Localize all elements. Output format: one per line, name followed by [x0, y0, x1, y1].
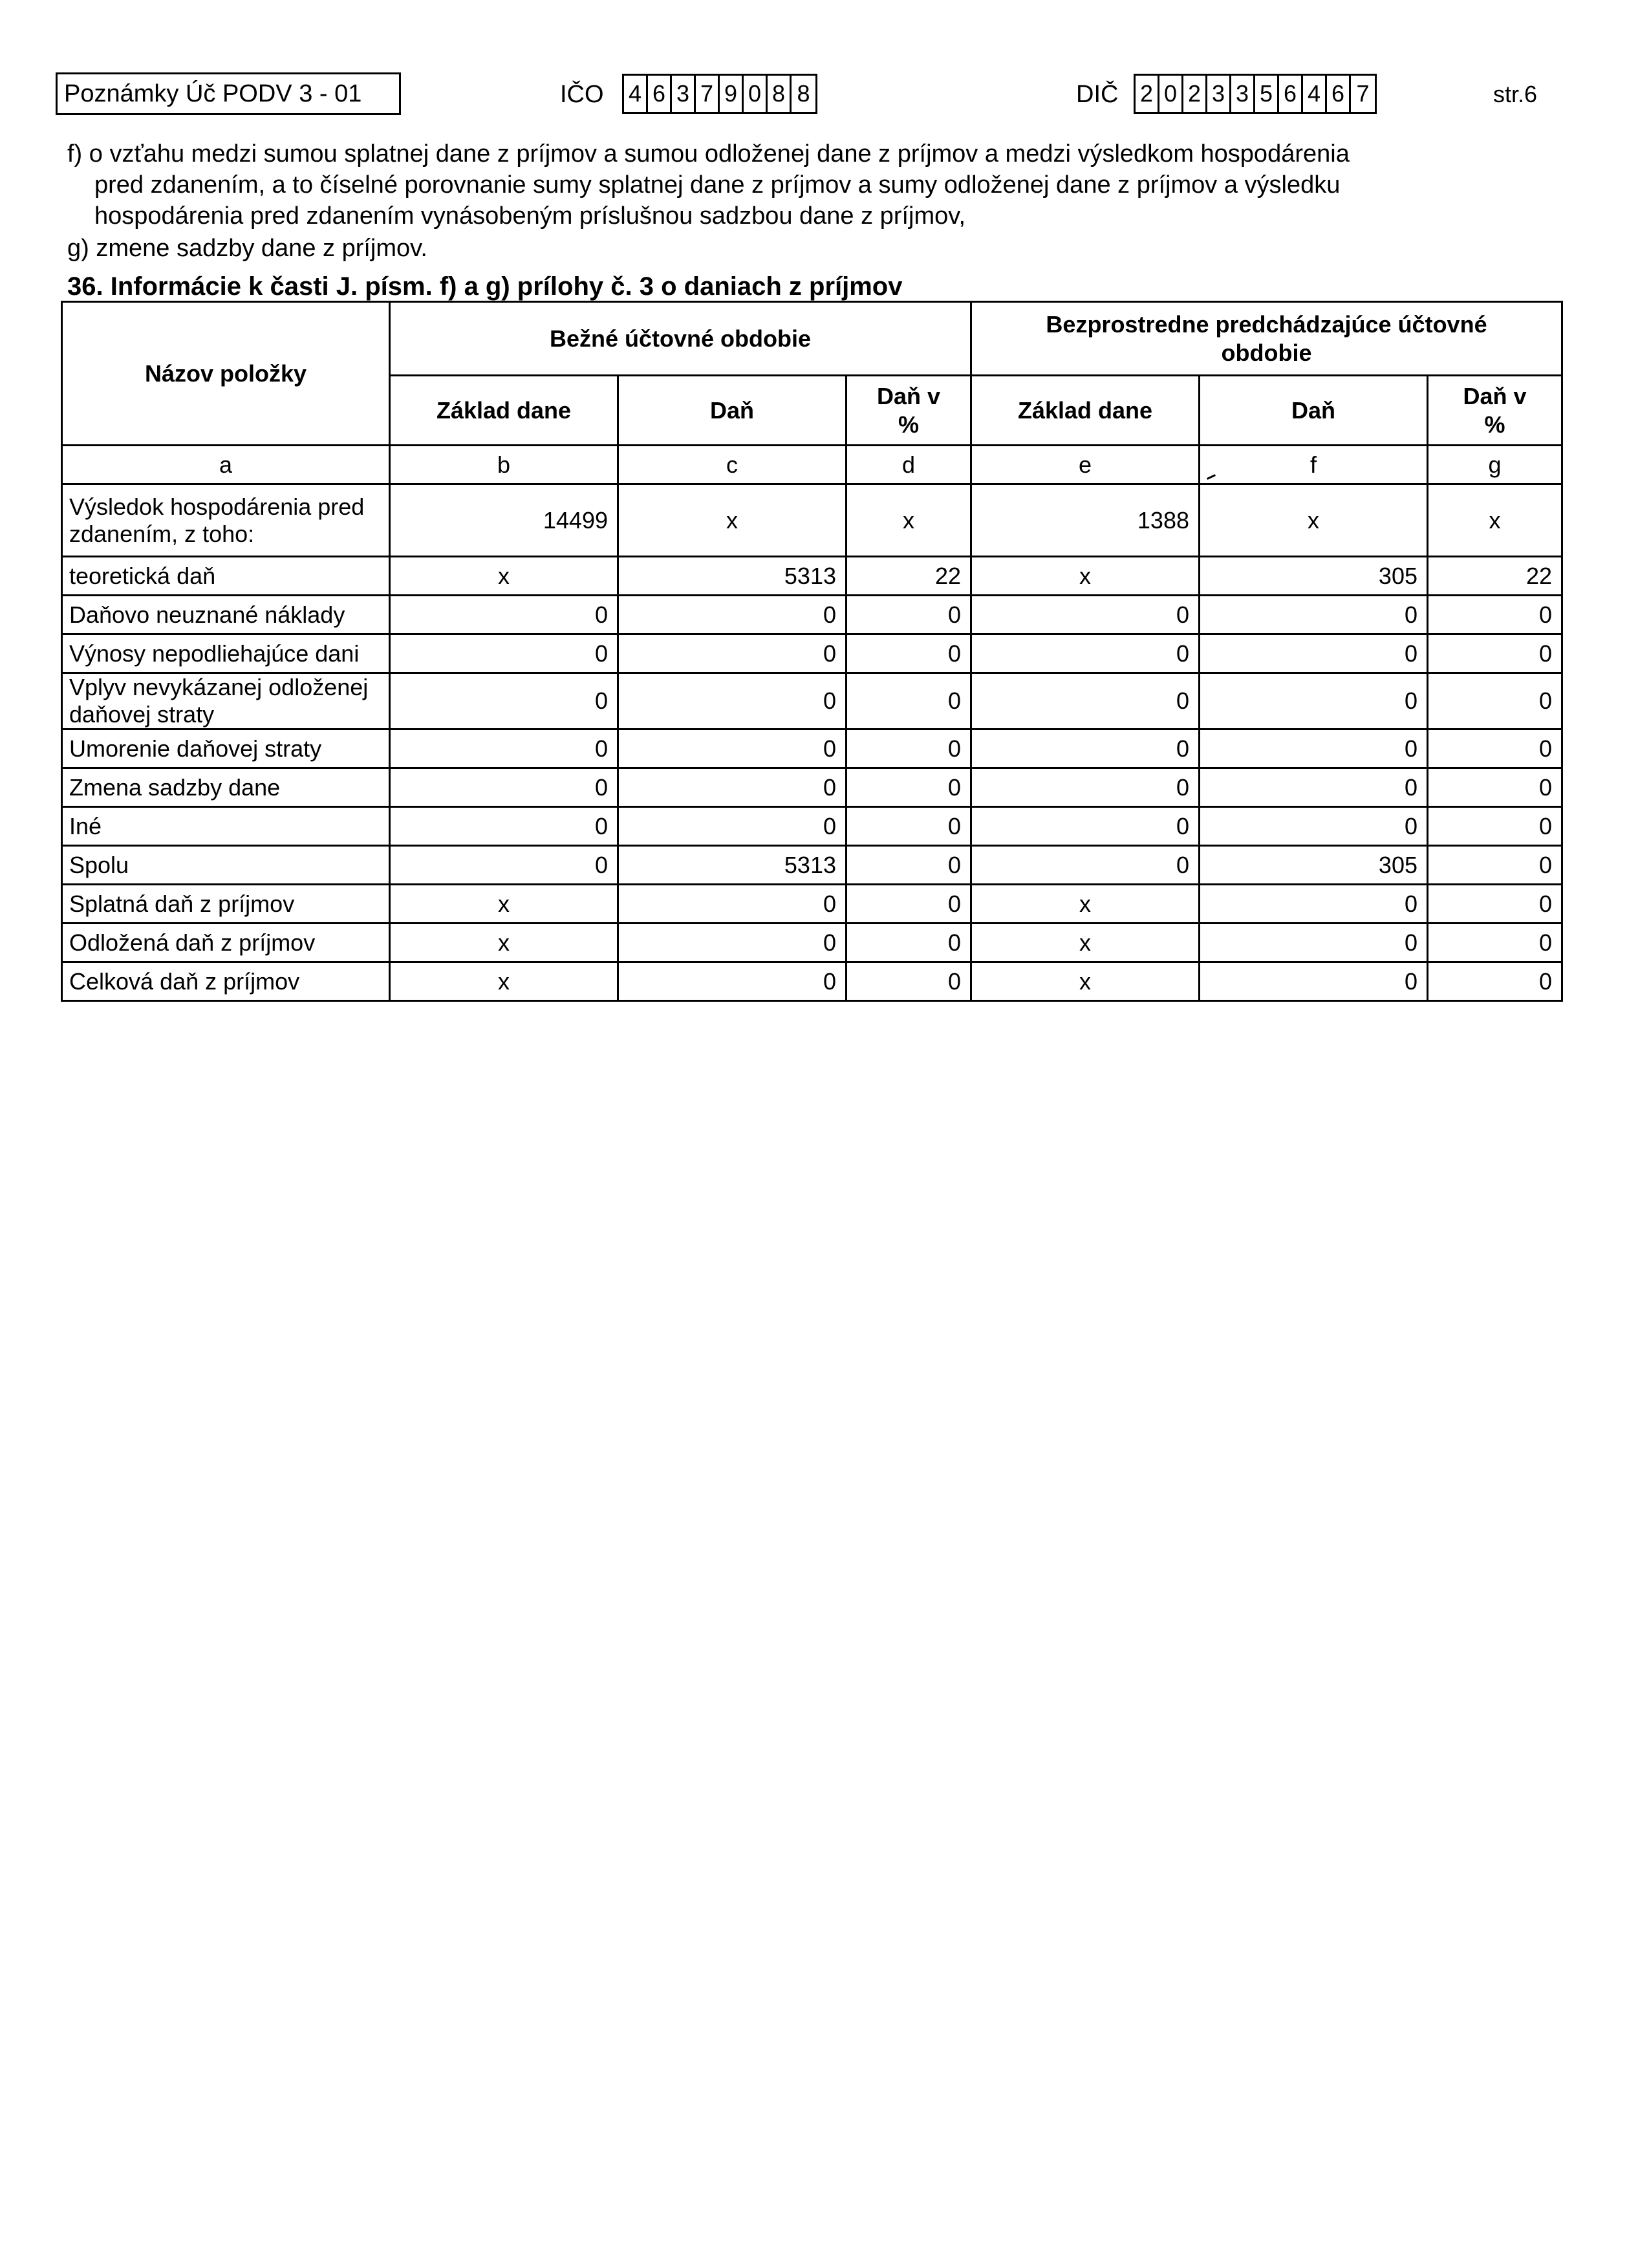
table-row — [62, 596, 1562, 634]
cell-d: 0 — [846, 807, 971, 846]
table-row — [62, 729, 1562, 768]
cell-f: 0 — [1200, 807, 1428, 846]
cell-g: 22 — [1428, 557, 1562, 596]
tax-table — [61, 301, 1563, 1002]
cell-e: 0 — [971, 846, 1200, 885]
cell-c: 0 — [618, 729, 846, 768]
cell-b: 0 — [390, 729, 618, 768]
cell-b: x — [390, 885, 618, 923]
cell-e: x — [971, 962, 1200, 1001]
dic-digit: 2 — [1136, 76, 1159, 112]
cell-f: 0 — [1200, 673, 1428, 729]
row-name: Spolu — [62, 846, 390, 885]
cell-c: 0 — [618, 962, 846, 1001]
dic-digit: 6 — [1279, 76, 1303, 112]
cell-g: 0 — [1428, 596, 1562, 634]
cell-g: 0 — [1428, 768, 1562, 807]
col-name-header: Názov položky — [62, 302, 390, 446]
cell-d: 22 — [846, 557, 971, 596]
ico-digit: 9 — [720, 76, 744, 112]
table-row — [62, 885, 1562, 923]
cell-c: 5313 — [618, 557, 846, 596]
cell-e: 0 — [971, 729, 1200, 768]
cell-f: 0 — [1200, 923, 1428, 962]
cell-e: 0 — [971, 807, 1200, 846]
row-name: Celková daň z príjmov — [62, 962, 390, 1001]
cell-g: 0 — [1428, 885, 1562, 923]
dic-digit: 3 — [1207, 76, 1231, 112]
dic-digit: 6 — [1327, 76, 1351, 112]
ico-digit: 6 — [648, 76, 672, 112]
cell-b: 0 — [390, 634, 618, 673]
sub-tax-header: Daň — [1200, 376, 1428, 446]
cell-e: 0 — [971, 596, 1200, 634]
sub-base-header: Základ dane — [971, 376, 1200, 446]
cell-e: x — [971, 885, 1200, 923]
cell-c: 0 — [618, 768, 846, 807]
row-name: Splatná daň z príjmov — [62, 885, 390, 923]
table-row — [62, 557, 1562, 596]
row-name: Umorenie daňovej straty — [62, 729, 390, 768]
cell-d: 0 — [846, 729, 971, 768]
cell-f: 0 — [1200, 596, 1428, 634]
table-row — [62, 923, 1562, 962]
cell-b: 0 — [390, 846, 618, 885]
ico-digit: 8 — [797, 80, 810, 107]
cell-d: 0 — [846, 634, 971, 673]
cell-g: 0 — [1428, 634, 1562, 673]
cell-e: 0 — [971, 673, 1200, 729]
cell-c: 0 — [618, 596, 846, 634]
ico-digit: 4 — [624, 76, 648, 112]
ico-digit: 8 — [768, 76, 792, 112]
cell-e: x — [971, 557, 1200, 596]
cell-e: 0 — [971, 768, 1200, 807]
dic-digit: 3 — [1231, 76, 1255, 112]
dic-digit: 0 — [1159, 76, 1183, 112]
row-name: Zmena sadzby dane — [62, 768, 390, 807]
cell-b: 14499 — [390, 484, 618, 557]
cell-f: 0 — [1200, 729, 1428, 768]
letter-f: f — [1200, 446, 1428, 484]
cell-f: 0 — [1200, 768, 1428, 807]
cell-b: x — [390, 962, 618, 1001]
cell-g: 0 — [1428, 729, 1562, 768]
cell-b: 0 — [390, 596, 618, 634]
cell-b: x — [390, 923, 618, 962]
cell-c: 0 — [618, 885, 846, 923]
cell-b: 0 — [390, 673, 618, 729]
cell-g: 0 — [1428, 962, 1562, 1001]
cell-f: 305 — [1200, 557, 1428, 596]
letter-d: d — [846, 446, 971, 484]
cell-c: x — [618, 484, 846, 557]
dic-digits — [1134, 74, 1377, 114]
row-name: Výnosy nepodliehajúce dani — [62, 634, 390, 673]
cell-g: 0 — [1428, 673, 1562, 729]
ico-label: IČO — [560, 81, 604, 108]
cell-b: 0 — [390, 807, 618, 846]
paragraph-f-line1: f) o vzťahu medzi sumou splatnej dane z príjmov a sumou odloženej dane z príjmov a medzi výsledkom hospodárenia — [67, 140, 1350, 167]
ico-digit: 7 — [696, 76, 720, 112]
table-row — [62, 962, 1562, 1001]
letter-g: g — [1428, 446, 1562, 484]
cell-g: 0 — [1428, 923, 1562, 962]
table-row — [62, 673, 1562, 729]
cell-c: 0 — [618, 634, 846, 673]
cell-g: x — [1428, 484, 1562, 557]
row-name: Iné — [62, 807, 390, 846]
cell-f: 0 — [1200, 634, 1428, 673]
cell-d: x — [846, 484, 971, 557]
cell-e: x — [971, 923, 1200, 962]
group-previous-header: Bezprostredne predchádzajúce účtovné obdobie — [971, 302, 1562, 376]
ico-digits — [622, 74, 817, 114]
cell-f: 305 — [1200, 846, 1428, 885]
cell-f: 0 — [1200, 962, 1428, 1001]
dic-digit: 7 — [1356, 80, 1370, 107]
cell-b: 0 — [390, 768, 618, 807]
sub-pct-header: Daň v % — [1428, 376, 1562, 446]
group-current-header: Bežné účtovné obdobie — [390, 302, 971, 376]
cell-c: 0 — [618, 807, 846, 846]
dic-digit: 2 — [1183, 76, 1207, 112]
sub-base-header: Základ dane — [390, 376, 618, 446]
cell-e: 1388 — [971, 484, 1200, 557]
dic-label: DIČ — [1076, 81, 1119, 108]
ico-digit: 3 — [672, 76, 696, 112]
letter-e: e — [971, 446, 1200, 484]
table-row — [62, 846, 1562, 885]
form-title: Poznámky Úč PODV 3 - 01 — [56, 72, 401, 115]
cell-d: 0 — [846, 962, 971, 1001]
cell-b: x — [390, 557, 618, 596]
paragraph-f-line3: hospodárenia pred zdanením vynásobeným príslušnou sadzbou dane z príjmov, — [94, 202, 965, 230]
dic-digit: 5 — [1255, 76, 1279, 112]
cell-d: 0 — [846, 596, 971, 634]
letter-a: a — [62, 446, 390, 484]
table-row — [62, 768, 1562, 807]
cell-f: 0 — [1200, 885, 1428, 923]
cell-d: 0 — [846, 885, 971, 923]
paragraph-f-line2: pred zdanením, a to číselné porovnanie sumy splatnej dane z príjmov a sumy odloženej dane z príjmov a výsledku — [94, 171, 1341, 199]
cell-c: 5313 — [618, 846, 846, 885]
letter-c: c — [618, 446, 846, 484]
ico-digit: 0 — [744, 76, 768, 112]
dic-digit: 4 — [1303, 76, 1327, 112]
table-row — [62, 634, 1562, 673]
cell-c: 0 — [618, 673, 846, 729]
section-title: 36. Informácie k časti J. písm. f) a g) prílohy č. 3 o daniach z príjmov — [67, 272, 903, 301]
row-name: Odložená daň z príjmov — [62, 923, 390, 962]
cell-c: 0 — [618, 923, 846, 962]
sub-pct-header: Daň v % — [846, 376, 971, 446]
letter-b: b — [390, 446, 618, 484]
cell-d: 0 — [846, 768, 971, 807]
table-row — [62, 484, 1562, 557]
paragraph-g: g) zmene sadzby dane z príjmov. — [67, 235, 427, 262]
row-name: Daňovo neuznané náklady — [62, 596, 390, 634]
cell-g: 0 — [1428, 807, 1562, 846]
row-name: Vplyv nevykázanej odloženej daňovej straty — [62, 673, 390, 729]
cell-d: 0 — [846, 673, 971, 729]
row-name: teoretická daň — [62, 557, 390, 596]
sub-tax-header: Daň — [618, 376, 846, 446]
row-name: Výsledok hospodárenia pred zdanením, z toho: — [62, 484, 390, 557]
cell-d: 0 — [846, 923, 971, 962]
cell-e: 0 — [971, 634, 1200, 673]
cell-g: 0 — [1428, 846, 1562, 885]
cell-f: x — [1200, 484, 1428, 557]
table-row — [62, 807, 1562, 846]
page-number: str.6 — [1493, 81, 1538, 107]
cell-d: 0 — [846, 846, 971, 885]
